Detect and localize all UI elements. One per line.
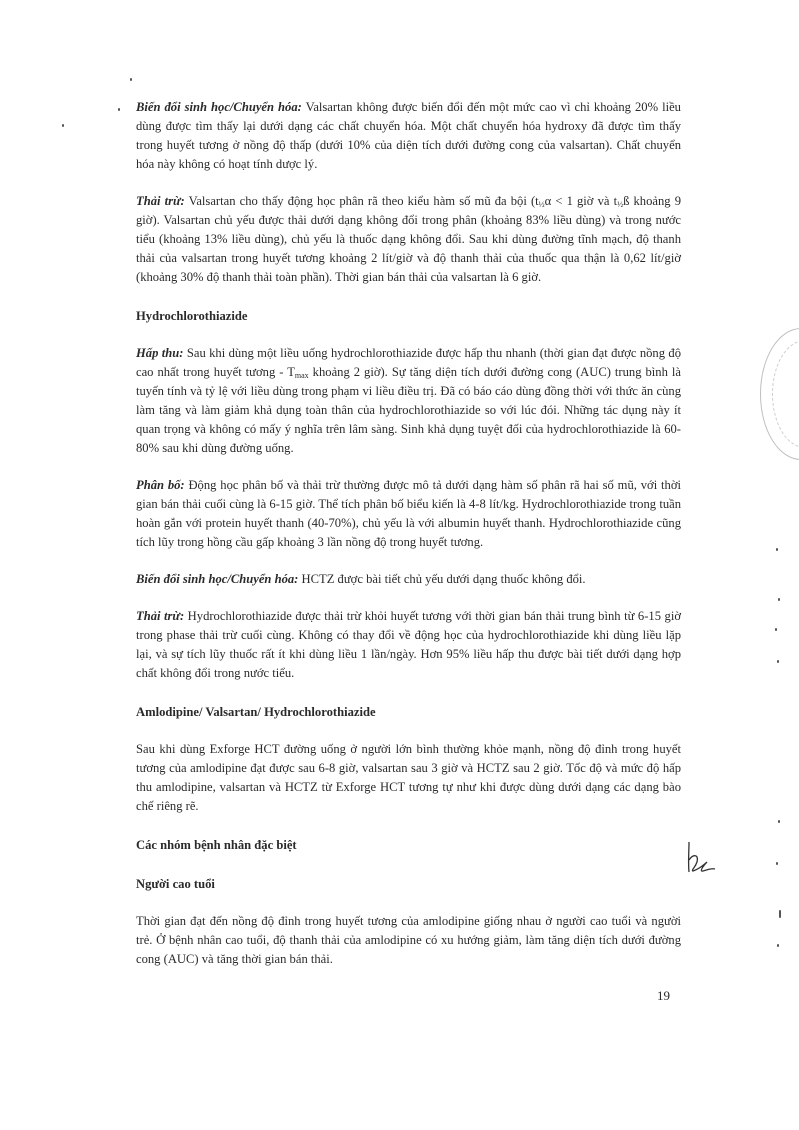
paragraph-text: ß khoảng 9 giờ). Valsartan chủ yếu được thải dưới dạng không đổi trong phân (khoảng 83% liều dùng) và trong nước tiểu (khoảng 13% liều dùng), chủ yếu là thuốc dạng không đổi. Sau khi dùng đường tĩnh mạch, độ thanh thải của valsartan trong huyết tương khoảng 2 lít/giờ và độ thanh thải của thuốc qua thận là 0,62 lít/giờ (khoảng 30% độ thanh thải toàn phần). Thời gian bán thải của valsartan là 6 giờ. <box>136 194 681 284</box>
paragraph-biotransformation-valsartan <box>136 98 681 174</box>
paragraph-text: Sau khi dùng Exforge HCT đường uống ở người lớn bình thường khỏe mạnh, nồng độ đỉnh trong huyết tương của amlodipine đạt được sau 6-8 giờ, valsartan sau 3 giờ và HCTZ sau 2 giờ. Tốc độ và mức độ hấp thu amlodipine, valsartan và HCTZ từ Exforge HCT tương tự như khi được dùng dưới dạng các dạng bào chế riêng rẽ. <box>136 742 681 813</box>
section-heading-hydrochlorothiazide: Hydrochlorothiazide <box>136 309 248 323</box>
paragraph-lead: Phân bố: <box>136 478 185 492</box>
paragraph-lead: Biến đổi sinh học/Chuyển hóa: <box>136 572 299 586</box>
page-number: 19 <box>657 988 670 1003</box>
paragraph-elderly <box>136 912 681 969</box>
scan-speck <box>776 548 778 551</box>
paragraph-lead: Thải trừ: <box>136 194 185 208</box>
scan-speck <box>62 124 64 127</box>
scan-speck <box>778 598 780 601</box>
paragraph-lead: Hấp thu: <box>136 346 184 360</box>
paragraph-lead: Thải trừ: <box>136 609 185 623</box>
scan-speck <box>775 628 777 631</box>
section-heading-elderly: Người cao tuổi <box>136 877 215 891</box>
scan-speck <box>777 944 779 947</box>
paragraph-biotransformation-hctz <box>136 570 681 589</box>
scan-speck <box>118 108 120 111</box>
scan-speck <box>778 820 780 823</box>
section-heading-special-populations: Các nhóm bệnh nhân đặc biệt <box>136 838 297 852</box>
document-body <box>136 98 681 969</box>
paragraph-elimination-valsartan <box>136 192 681 287</box>
paragraph-text: Sau khi dùng một liều uống hydrochlorothiazide được hấp thu nhanh (thời gian đạt được nồng độ cao nhất trong huyết tương - T <box>136 346 681 379</box>
subscript: max <box>294 371 309 380</box>
paragraph-absorption <box>136 344 681 458</box>
paragraph-text: Động học phân bố và thải trừ thường được mô tả dưới dạng hàm số phân rã hai số mũ, với thời gian bán thải cuối cùng là 6-15 giờ. Thể tích phân bố biểu kiến là 4-8 lít/kg. Hydrochlorothiazide trong tuần hoàn gắn với protein huyết thanh (40-70%), chủ yếu là với albumin huyết thanh. Hydrochlorothiazide cũng tích lũy trong hồng cầu gấp khoảng 3 lần nồng độ trong huyết tương. <box>136 478 681 549</box>
paragraph-distribution <box>136 476 681 552</box>
paragraph-text: HCTZ được bài tiết chủ yếu dưới dạng thuốc không đổi. <box>298 572 586 586</box>
paragraph-lead: Biến đổi sinh học/Chuyển hóa: <box>136 100 302 114</box>
handwritten-initials <box>683 838 719 882</box>
paragraph-text: Valsartan không được biến đổi đến một mức cao vì chỉ khoảng 20% liều dùng được tìm thấy lại dưới dạng các chất chuyển hóa. Một chất chuyển hóa hydroxy đã được tìm thấy trong huyết tương ở nồng độ thấp (dưới 10% của diện tích dưới đường cong của valsartan). Chất chuyển hóa này không có hoạt tính dược lý. <box>136 100 681 171</box>
scan-speck <box>777 660 779 663</box>
section-heading-combination: Amlodipine/ Valsartan/ Hydrochlorothiazide <box>136 705 376 719</box>
paragraph-combination <box>136 740 681 816</box>
subscript: ½ <box>538 200 545 209</box>
paragraph-text: α < 1 giờ và t <box>544 194 618 208</box>
paragraph-elimination-hctz <box>136 607 681 683</box>
scan-speck <box>779 910 781 918</box>
paragraph-text: Thời gian đạt đến nồng độ đỉnh trong huyết tương của amlodipine giống nhau ở người cao tuổi và người trẻ. Ở bệnh nhân cao tuổi, độ thanh thải của amlodipine có xu hướng giảm, làm tăng diện tích dưới đường cong (AUC) và tăng thời gian bán thải. <box>136 914 681 966</box>
paragraph-text: Hydrochlorothiazide được thải trừ khỏi huyết tương với thời gian bán thải trung bình từ 6-15 giờ trong phase thải trừ cuối cùng. Không có thay đổi về động học của hydrochlorothiazide khi dùng liều lặp lại, và sự tích lũy thuốc rất ít khi dùng liều 1 lần/ngày. Hơn 95% liều hấp thu được bài tiết dưới dạng hợp chất không đổi trong nước tiểu. <box>136 609 681 680</box>
subscript: ½ <box>617 200 624 209</box>
scan-speck <box>130 78 132 81</box>
paragraph-text: khoảng 2 giờ). Sự tăng diện tích dưới đường cong (AUC) trung bình là tuyến tính và tỷ lệ với liều dùng trong phạm vi liều điều trị. Đã có báo cáo dùng đồng thời với thức ăn cùng làm tăng và làm giảm khả dụng toàn thân của hydrochlorothiazide so với lúc đói. Những tác dụng này ít quan trọng và không có mấy ý nghĩa trên lâm sàng. Sinh khả dụng tuyệt đối của hydrochlorothiazide là 60-80% sau khi dùng đường uống. <box>136 365 681 455</box>
scan-speck <box>776 862 778 865</box>
paragraph-text: Valsartan cho thấy động học phân rã theo kiểu hàm số mũ đa bội (t <box>184 194 539 208</box>
